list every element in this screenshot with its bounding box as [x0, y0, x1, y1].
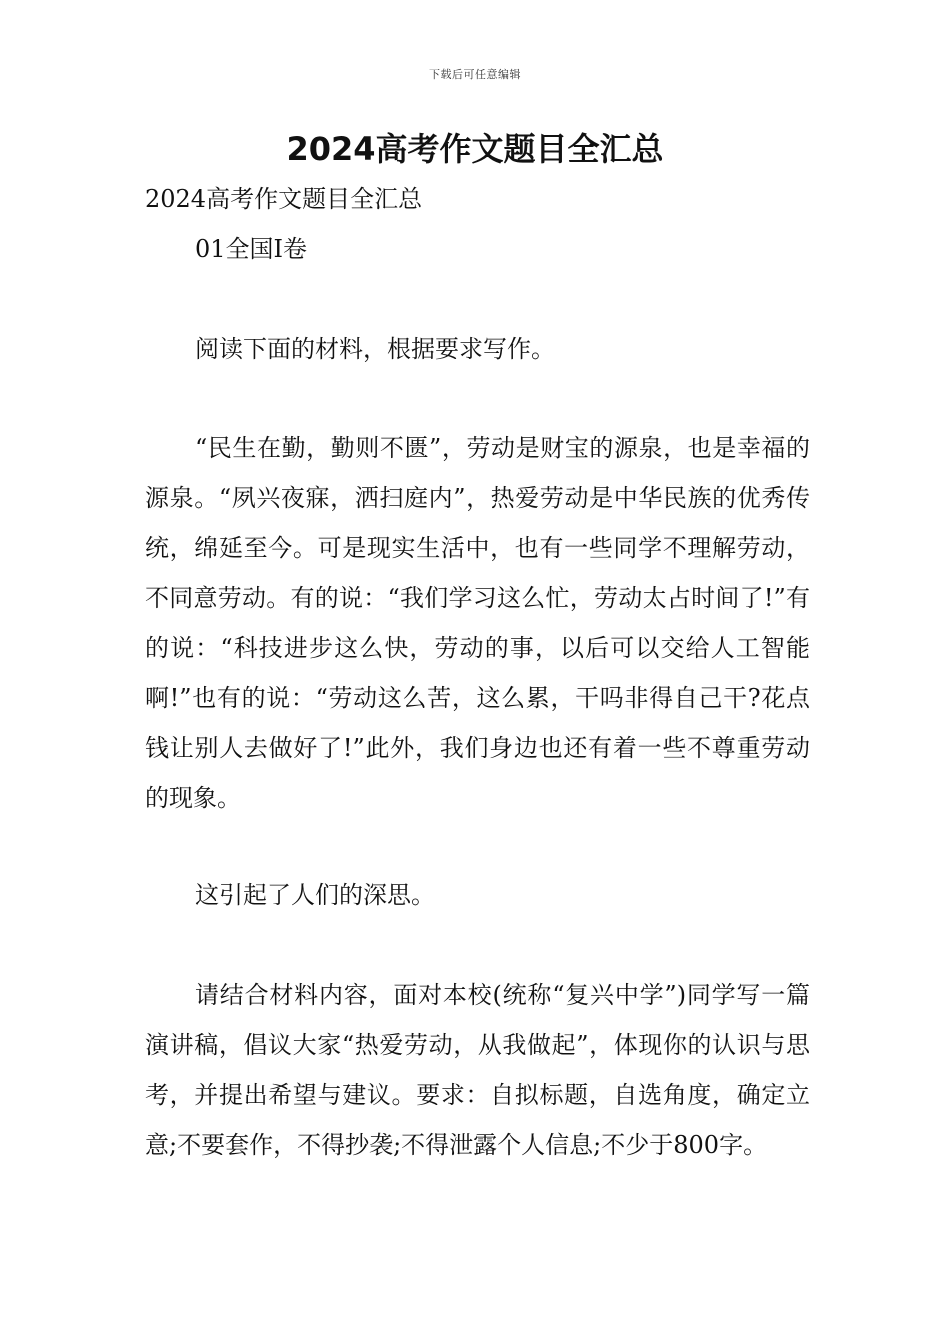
- header-note: 下载后可任意编辑: [429, 68, 521, 81]
- paragraph-material: “民生在勤，勤则不匮”，劳动是财宝的源泉，也是幸福的源泉。“夙兴夜寐，洒扫庭内”，热爱劳动是中华民族的优秀传统，绵延至今。可是现实生活中，也有一些同学不理解劳动，不同意劳动。有的说：“我们学习这么忙，劳动太占时间了!”有的说：“科技进步这么快，劳动的事，以后可以交给人工智能啊!”也有的说：“劳动这么苦，这么累，干吗非得自己干?花点钱让别人去做好了!”此外，我们身边也还有着一些不尊重劳动的现象。: [145, 434, 810, 812]
- document-subtitle: 2024高考作文题目全汇总: [145, 185, 423, 213]
- paragraph-task: 请结合材料内容，面对本校(统称“复兴中学”)同学写一篇演讲稿，倡议大家“热爱劳动，从我做起”，体现你的认识与思考，并提出希望与建议。要求：自拟标题，自选角度，确定立意;不要套作，不得抄袭;不得泄露个人信息;不少于800字。: [145, 981, 810, 1159]
- paragraph-reflection: 这引起了人们的深思。: [195, 881, 435, 909]
- paragraph-instruction: 阅读下面的材料，根据要求写作。: [195, 335, 555, 363]
- section-heading: 01全国Ⅰ卷: [195, 235, 308, 263]
- document-title: 2024高考作文题目全汇总: [286, 130, 664, 168]
